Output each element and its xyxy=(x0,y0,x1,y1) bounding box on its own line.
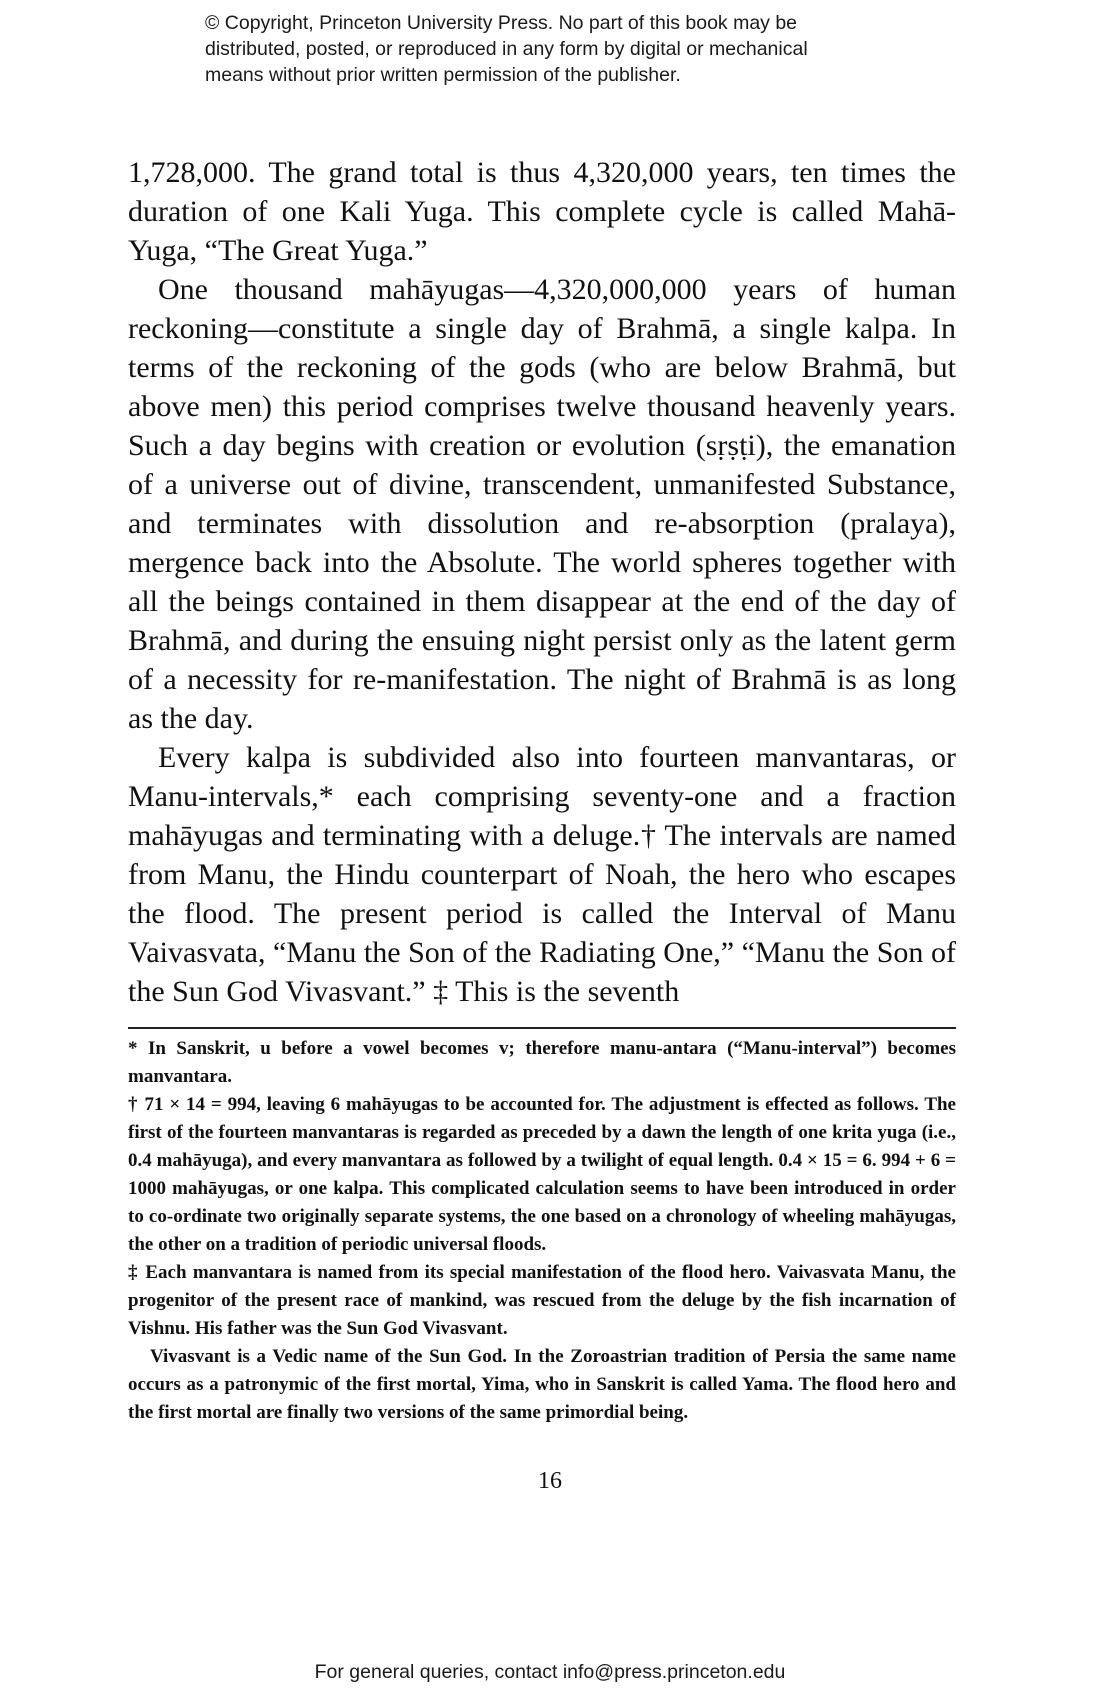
footnote: ‡ Each manvantara is named from its special manifestation of the flood hero. Vaivasvata Manu, the progenitor of the present race of mankind, was rescued from the deluge by the fish incarnation of Vishnu. His father was the Sun God Vivasvant. xyxy=(128,1262,956,1339)
footnote: Vivasvant is a Vedic name of the Sun God. In the Zoroastrian tradition of Persia the same name occurs as a patronymic of the first mortal, Yima, who in Sanskrit is called Yama. The flood hero and the first mortal are finally two versions of the same primordial being. xyxy=(128,1346,956,1423)
footnotes xyxy=(128,1035,956,1427)
copyright-line: distributed, posted, or reproduced in any form by digital or mechanical xyxy=(205,38,808,60)
copyright-notice xyxy=(205,10,905,88)
footnote: * In Sanskrit, u before a vowel becomes v; therefore manu-antara (“Manu-interval”) becomes manvantara. xyxy=(128,1038,956,1087)
footnote: † 71 × 14 = 994, leaving 6 mahāyugas to be accounted for. The adjustment is effected as follows. The first of the fourteen manvantaras is regarded as preceded by a dawn the length of one krita yuga (i.e., 0.4 mahāyuga), and every manvantara as followed by a twilight of equal length. 0.4 × 15 = 6. 994 + 6 = 1000 mahāyugas, or one kalpa. This complicated calculation seems to have been introduced in order to co-ordinate two originally separate systems, the one based on a chronology of wheeling mahāyugas, the other on a tradition of periodic universal floods. xyxy=(128,1094,956,1255)
page-number: 16 xyxy=(538,1468,562,1494)
copyright-line: means without prior written permission of the publisher. xyxy=(205,64,681,86)
copyright-line: © Copyright, Princeton University Press. No part of this book may be xyxy=(205,12,798,34)
body-paragraph: One thousand mahāyugas—4,320,000,000 years of human reckoning—constitute a single day of Brahmā, a single kalpa. In terms of the reckoning of the gods (who are below Brahmā, but above men) this period comprises twelve thousand heavenly years. Such a day begins with creation or evolution (sṛṣṭi), the emanation of a universe out of divine, transcendent, unmanifested Substance, and terminates with dissolution and re-absorption (pralaya), mergence back into the Absolute. The world spheres together with all the beings contained in them disappear at the end of the day of Brahmā, and during the ensuing night persist only as the latent germ of a necessity for re-manifestation. The night of Brahmā is as long as the day. xyxy=(128,273,956,735)
body-paragraph: 1,728,000. The grand total is thus 4,320,000 years, ten times the duration of one Kali Yuga. This complete cycle is called Mahā-Yuga, “The Great Yuga.” xyxy=(128,156,956,267)
contact-footer: For general queries, contact info@press.princeton.edu xyxy=(314,1661,786,1683)
footnote-divider xyxy=(128,1027,956,1029)
main-text xyxy=(128,153,956,1011)
body-paragraph: Every kalpa is subdivided also into fourteen manvantaras, or Manu-intervals,* each comprising seventy-one and a fraction mahāyugas and terminating with a deluge.† The intervals are named from Manu, the Hindu counterpart of Noah, the hero who escapes the flood. The present period is called the Interval of Manu Vaivasvata, “Manu the Son of the Radiating One,” “Manu the Son of the Sun God Vivasvant.” ‡ This is the seventh xyxy=(128,741,956,1008)
